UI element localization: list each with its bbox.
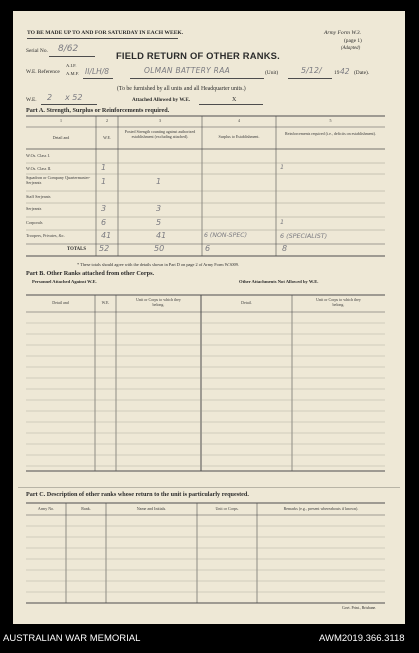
attached-x: X — [232, 97, 237, 103]
footer-collection: AUSTRALIAN WAR MEMORIAL — [3, 633, 141, 644]
header-we: W.E. — [103, 135, 111, 140]
header-posted-strength: Posted Strength counting against authorized establishment (excluding attached). — [124, 129, 196, 139]
col-number-5: 5 — [329, 118, 332, 123]
part-a-row-label: W.Os. Class II. — [26, 166, 52, 171]
furnished-note: (To be furnished by all units and all Headquarter units.) — [117, 86, 246, 92]
b-header-unit-corps: Unit or Corps to which they belong. — [136, 297, 181, 307]
we-reference-value: II/LH/8 — [85, 67, 110, 76]
year-prefix: 19 — [334, 70, 340, 76]
c-header-army-no: Army No. — [37, 506, 55, 511]
part-b-right-sub: Other Attachments Not Allowed by W.E. — [239, 279, 319, 284]
part-a-we-value: 6 — [101, 217, 107, 227]
date-value: 5/12/ — [301, 66, 322, 75]
totals-footnote: * These totals should agree with the details shown in Part D on page 2 of Army Form W.3009. — [77, 262, 239, 267]
part-a-row-label: Corporals — [26, 220, 43, 225]
part-a-we-value: 1 — [101, 176, 107, 186]
header-surplus: Surplus to Establishment. — [218, 134, 260, 139]
b-header-detail-right: Detail. — [241, 300, 252, 305]
total-reinforcements: 8 — [282, 244, 288, 253]
part-a-surplus-value: 6 (NON-SPEC) — [204, 231, 247, 239]
part-a-posted-value: 3 — [156, 204, 162, 213]
b-header-unit-corps-right: Unit or Corps to which they belong. — [316, 297, 361, 307]
unit-value: OLMAN BATTERY RAA — [144, 66, 231, 75]
part-a-row-label: W.Os. Class I. — [26, 153, 50, 158]
total-surplus: 6 — [205, 244, 211, 253]
form-sheet — [13, 11, 405, 624]
part-a-posted-value: 41 — [156, 231, 167, 240]
col-number-3: 3 — [159, 118, 161, 123]
part-a-reinf-value: 1 — [280, 163, 285, 172]
totals-label: TOTALS — [67, 247, 87, 252]
we-label: W.E. — [26, 97, 37, 103]
attached-allowed-label: Attached Allowed by W.E. — [132, 97, 191, 103]
archive-footer — [0, 624, 419, 653]
part-a-we-value: 1 — [101, 162, 107, 172]
we-value-a: 2 — [47, 93, 53, 102]
c-header-rank: Rank. — [81, 506, 91, 511]
total-posted: 50 — [154, 244, 165, 253]
unit-label: (Unit) — [265, 70, 279, 76]
part-c-table — [13, 11, 405, 624]
serial-value: 8/62 — [58, 44, 79, 54]
part-b-left-sub: Personnel Attached Against W.E. — [32, 279, 97, 284]
part-a-row-label: Squadron or Company Quartermaster-Serjeants — [26, 175, 91, 185]
part-a-we-value: 41 — [101, 231, 112, 240]
we-value-b: x 52 — [65, 93, 83, 102]
b-header-detail: Detail and — [52, 300, 69, 305]
footer-accession-number: AWM2019.366.3118 — [319, 633, 405, 644]
col-number-2: 2 — [106, 118, 108, 123]
col-number-1: 1 — [60, 118, 62, 123]
part-b-heading: Part B. Other Ranks attached from other Corps. — [26, 270, 155, 277]
army-form-label: Army Form W.3. — [324, 30, 362, 36]
c-header-name: Name and Initials. — [136, 506, 167, 511]
part-a-heading: Part A. Strength, Surplus or Reinforcements required. — [26, 107, 170, 114]
part-a-posted-value: 5 — [156, 217, 162, 227]
date-label: (Date). — [354, 70, 370, 76]
part-a-reinf-value: 6 (SPECIALIST) — [280, 231, 328, 240]
printer-imprint: Govt. Print., Brisbane. — [342, 606, 377, 610]
form-title: FIELD RETURN OF OTHER RANKS. — [116, 50, 280, 61]
amf-label: A.M.F. — [66, 71, 80, 76]
total-we: 52 — [99, 244, 110, 253]
part-a-posted-value: 1 — [156, 176, 162, 186]
adapted-label: (Adapted) — [341, 46, 361, 51]
header-reinforcements: Reinforcements required (i.e., deficits on establishment). — [285, 131, 376, 136]
page-label: (page 1) — [344, 38, 362, 44]
part-a-row-label: Troopers, Privates, &c. — [26, 233, 65, 238]
part-c-heading: Part C. Description of other ranks whose return to the unit is particularly requested. — [26, 491, 249, 498]
b-header-we: W.E. — [101, 300, 110, 305]
we-reference-label: W.E. Reference — [26, 69, 60, 75]
col-number-4: 4 — [238, 118, 240, 123]
header-detail: Detail and — [52, 135, 70, 140]
year-value: 42 — [340, 67, 350, 76]
top-note: TO BE MADE UP TO AND FOR SATURDAY IN EACH WEEK. — [27, 30, 184, 36]
part-a-we-value: 3 — [101, 204, 107, 213]
part-a-row-label: Staff Serjeants — [26, 194, 51, 199]
aif-label: A.I.F. — [66, 63, 77, 68]
serial-label: Serial No. — [26, 48, 48, 54]
part-a-row-label: Serjeants — [26, 206, 42, 211]
part-a-reinf-value: 1 — [280, 218, 285, 227]
c-header-unit-corps: Unit or Corps. — [215, 506, 239, 511]
c-header-remarks: Remarks (e.g., present whereabouts if known). — [283, 506, 359, 511]
